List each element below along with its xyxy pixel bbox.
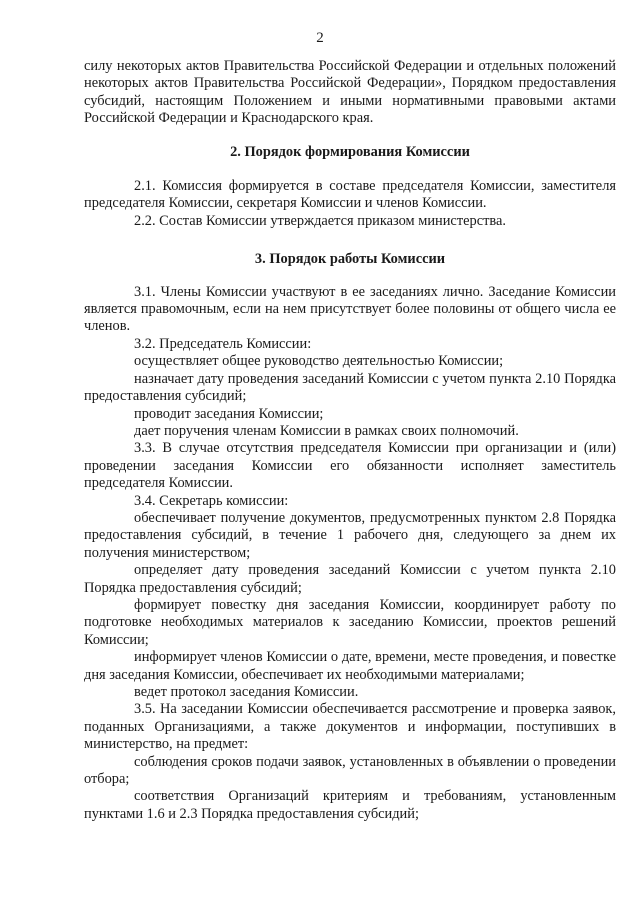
paragraph-3-4: 3.4. Секретарь комиссии: bbox=[134, 492, 289, 509]
paragraph-3-5-item-2: соответствия Организаций критериям и требованиям, установленным пунктами 1.6 и 2.3 Порядка предоставления субсидий; bbox=[84, 788, 616, 822]
paragraph-3-4-item-5: ведет протокол заседания Комиссии. bbox=[134, 684, 359, 700]
paragraph-3-2-item-2: назначает дату проведения заседаний Комиссии с учетом пункта 2.10 Порядка предоставления субсидий; bbox=[84, 370, 616, 405]
paragraph-3-3: 3.3. В случае отсутствия председателя Комиссии при организации и (или) проведении заседания Комиссии его обязанности исполняет заместитель председателя Комиссии. bbox=[84, 440, 616, 492]
paragraph-3-1: 3.1. Члены Комиссии участвуют в ее заседаниях лично. Заседание Комиссии является правомочным, если на нем присутствует более половины от общего числа ее членов. bbox=[84, 283, 616, 335]
paragraph-3-5-item-1: соблюдения сроков подачи заявок, установленных в объявлении о проведении отбора; bbox=[84, 753, 616, 788]
paragraph-2-1: 2.1. Комиссия формируется в составе председателя Комиссии, заместителя председателя Комиссии, секретаря Комиссии и членов Комиссии. bbox=[84, 178, 616, 212]
paragraph-3-2-item-1: осуществляет общее руководство деятельностью Комиссии; bbox=[134, 353, 504, 370]
paragraph-3-4-item-1: обеспечивает получение документов, предусмотренных пунктом 2.8 Порядка предоставления субсидий, в течение 1 рабочего дня, следующего за днем их получения министерством; bbox=[84, 509, 616, 561]
paragraph-3-2: 3.2. Председатель Комиссии: bbox=[134, 335, 312, 352]
page-number: 2 bbox=[316, 30, 324, 46]
intro-paragraph: силу некоторых актов Правительства Российской Федерации и отдельных положений некоторых актов Правительства Российской Федерации», Порядком предоставления субсидий, настоящим Положением и иными нормативными правовыми актами Российской Федерации и Краснодарского края. bbox=[84, 58, 616, 127]
paragraph-3-2-item-4: дает поручения членам Комиссии в рамках своих полномочий. bbox=[134, 422, 519, 439]
paragraph-3-4-item-3: формирует повестку дня заседания Комиссии, координирует работу по подготовке необходимых материалов к заседанию Комиссии, проектов решений Комиссии; bbox=[84, 596, 616, 648]
document-body bbox=[84, 58, 616, 823]
paragraph-3-4-item-4: информирует членов Комиссии о дате, времени, месте проведения, и повестке дня заседания Комиссии, обеспечивает их необходимыми материалами; bbox=[84, 649, 616, 683]
paragraph-3-2-item-3: проводит заседания Комиссии; bbox=[134, 405, 324, 422]
paragraph-3-4-item-2: определяет дату проведения заседаний Комиссии с учетом пункта 2.10 Порядка предоставления субсидий; bbox=[84, 562, 616, 596]
section-3-heading: 3. Порядок работы Комиссии bbox=[254, 251, 446, 268]
paragraph-2-2: 2.2. Состав Комиссии утверждается приказом министерства. bbox=[134, 212, 506, 229]
paragraph-3-5: 3.5. На заседании Комиссии обеспечивается рассмотрение и проверка заявок, поданных Организациями, а также документов и информации, поступивших в министерство, на предмет: bbox=[84, 701, 616, 753]
section-2-heading: 2. Порядок формирования Комиссии bbox=[230, 143, 470, 160]
